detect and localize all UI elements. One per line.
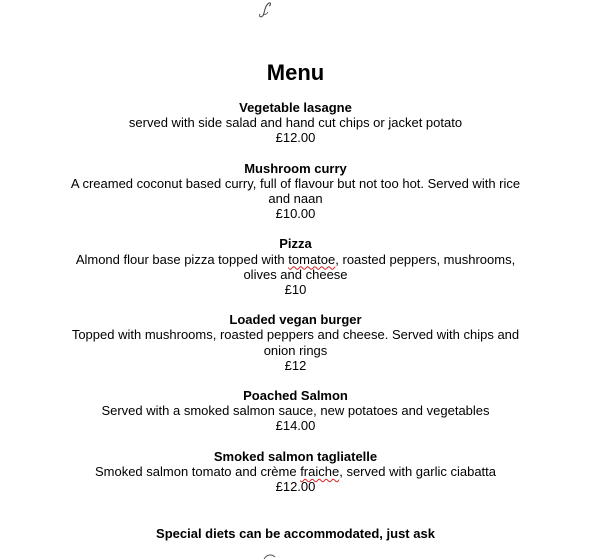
item-name: Vegetable lasagne	[239, 100, 352, 115]
menu-item-vegetable-lasagne	[60, 100, 531, 146]
item-price: £12.00	[275, 130, 316, 146]
spellcheck-flagged-word: tomatoe	[288, 251, 336, 267]
item-price: £12.00	[275, 479, 316, 495]
item-description: A creamed coconut based curry, full of flavour but not too hot. Served with rice and naan	[70, 175, 521, 207]
item-name: Poached Salmon	[243, 388, 348, 404]
item-price: £10	[284, 282, 307, 298]
page-title: Menu	[266, 60, 325, 85]
spellcheck-flagged-word: fraiche	[300, 463, 340, 479]
desc-text: , roasted peppers, mushrooms, olives and cheese	[243, 251, 516, 282]
item-price: £12	[284, 357, 307, 373]
menu-item-loaded-vegan-burger	[60, 312, 531, 373]
menu-item-smoked-salmon-tagliatelle	[60, 449, 531, 495]
item-price: £14.00	[275, 418, 316, 434]
desc-text: , served with garlic ciabatta	[339, 463, 497, 479]
item-name: Pizza	[279, 236, 312, 252]
item-description	[60, 464, 531, 479]
desc-text: Smoked salmon tomato and crème	[94, 463, 301, 479]
special-diets-note: Special diets can be accommodated, just ask	[156, 526, 435, 541]
menu-item-pizza	[60, 236, 531, 297]
desc-text: Almond flour base pizza topped with	[75, 251, 289, 267]
menu-item-poached-salmon	[60, 388, 531, 434]
item-description: Topped with mushrooms, roasted peppers and cheese. Served with chips and onion rings	[71, 327, 520, 358]
item-name: Smoked salmon tagliatelle	[213, 448, 378, 464]
script-flourish-icon	[254, 0, 278, 20]
item-name: Mushroom curry	[244, 160, 347, 176]
menu-list	[60, 100, 531, 494]
script-flourish-icon	[260, 553, 280, 560]
item-name: Loaded vegan burger	[229, 312, 362, 328]
item-description: Served with a smoked salmon sauce, new potatoes and vegetables	[101, 403, 490, 419]
item-description: served with side salad and hand cut chips or jacket potato	[128, 115, 463, 131]
item-description	[60, 252, 531, 282]
menu-item-mushroom-curry	[60, 161, 531, 222]
item-price: £10.00	[275, 206, 316, 222]
